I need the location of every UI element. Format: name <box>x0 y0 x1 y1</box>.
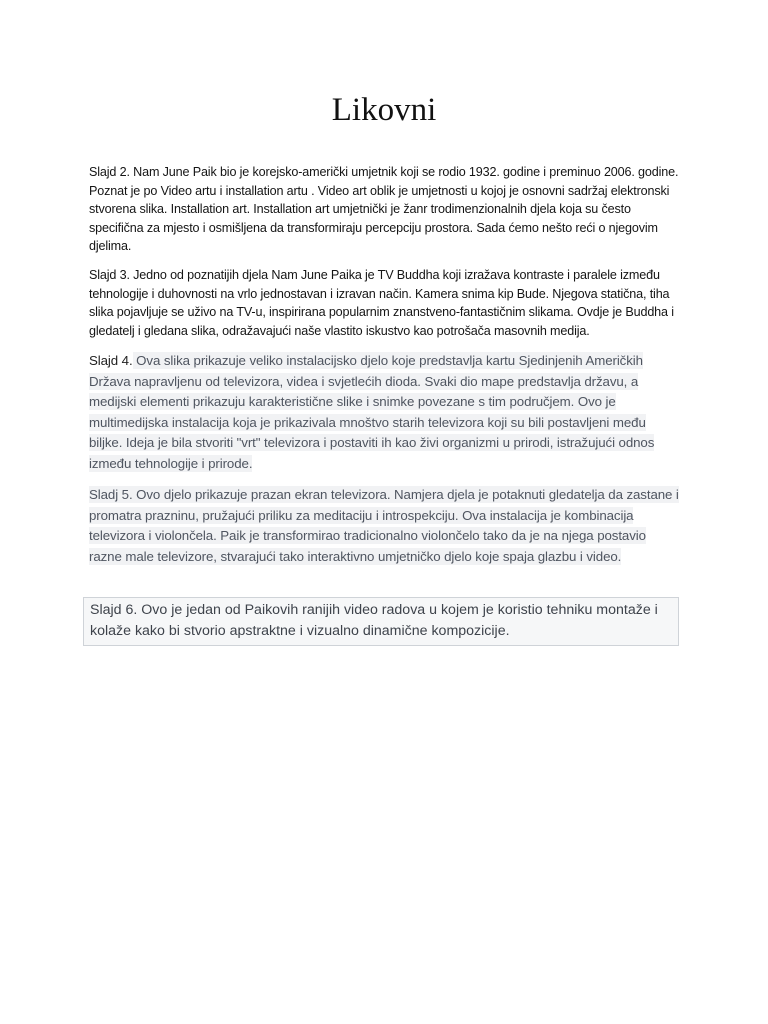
page-title: Likovni <box>331 92 437 128</box>
slide-4-highlighted-text: Ova slika prikazuje veliko instalacijsko djelo koje predstavlja kartu Sjedinjenih Američkih Država napravljenu od televizora, videa i svjetlećih dioda. Svaki dio mape predstavlja državu, a medijski elementi prikazuju karakteristične slike i snimke povezane s tim područjem. Ovo je multimedijska instalacija koja je prikazivala mnoštvo starih televizora koji su bili postavljeni među biljke. Ideja je bila stvoriti "vrt" televizora i postaviti ih kao živi organizmi u prirodi, istražujući odnos između tehnologije i prirode. <box>89 353 655 471</box>
paragraph-slide-2: Slajd 2. Nam June Paik bio je korejsko-američki umjetnik koji se rodio 1932. godine i preminuo 2006. godine. Poznat je po Video artu i installation artu . Video art oblik je umjetnosti u kojoj je osnovni sadržaj elektronski stvorena slika. Installation art. Installation art umjetnički je žanr trodimenzionalnih djela koja su često specifična za mjesto i osmišljena da transformiraju percepciju prostora. Sada ćemo nešto reći o njegovim djelima. <box>89 165 679 254</box>
paragraph-slide-5 <box>89 485 679 567</box>
paragraph-slide-3: Slajd 3. Jedno od poznatijih djela Nam June Paika je TV Buddha koji izražava kontraste i paralele između tehnologije i duhovnosti na vrlo jednostavan i izravan način. Kamera snima kip Bude. Njegova statična, tiha slika pojavljuje se uživo na TV-u, inspirirana popularnim znanstveno-fantastičnim slikama. Ovdje je Buddha i gledatelj i gledana slika, odražavajući naše vlastito iskustvo kao potrošača masovnih medija. <box>89 268 674 338</box>
paragraph-slide-4 <box>89 351 679 475</box>
slide-5-highlighted-text: Sladj 5. Ovo djelo prikazuje prazan ekran televizora. Namjera djela je potaknuti gledatelja da zastane i promatra prazninu, pružajući priliku za meditaciju i introspekciju. Ova instalacija je kombinacija televizora i violončela. Paik je transformirao tradicionalno violončelo tako da je na njega postavio razne male televizore, stvarajući tako interaktivno umjetničko djelo koje spaja glazbu i video. <box>89 487 679 564</box>
paragraph-slide-6-box: Slajd 6. Ovo je jedan od Paikovih ranijih video radova u kojem je koristio tehniku montaže i kolaže kako bi stvorio apstraktne i vizualno dinamične kompozicije. <box>83 597 679 646</box>
slide-4-lead: Slajd 4. <box>89 353 133 368</box>
